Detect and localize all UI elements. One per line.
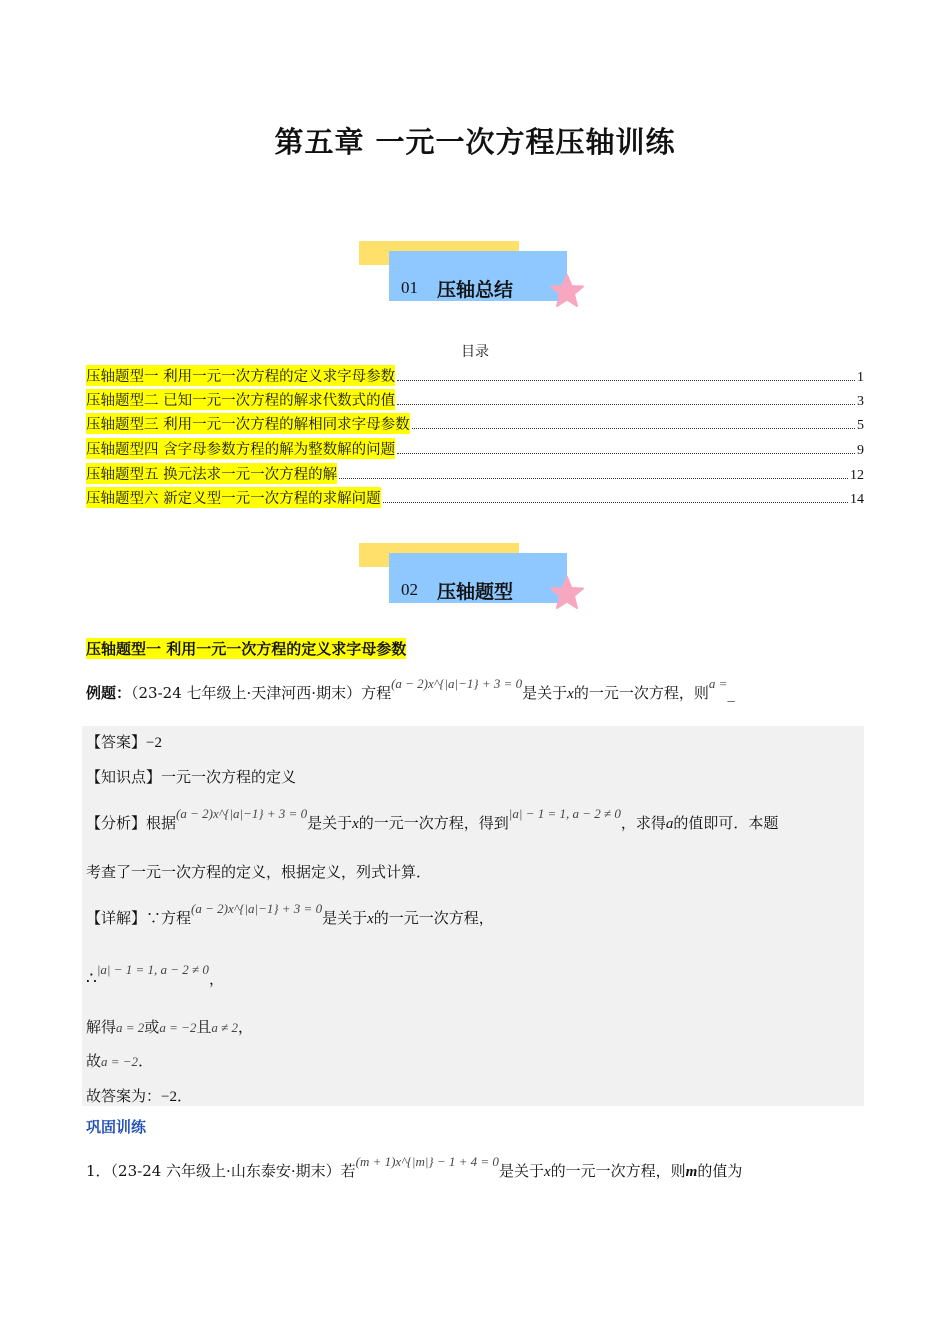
toc-leader bbox=[383, 502, 848, 503]
answer-tag: 【答案】 bbox=[86, 733, 147, 751]
question-equation: (m + 1)x^{|m|} − 1 + 4 = 0 bbox=[355, 1154, 499, 1169]
example-line bbox=[86, 676, 735, 703]
therefore-line bbox=[86, 962, 224, 989]
page-title: 第五章 一元一次方程压轴训练 bbox=[274, 125, 676, 159]
section-banner-summary bbox=[359, 241, 599, 321]
solve-equation: a = −2 bbox=[159, 1020, 197, 1035]
detail-text: 的一元一次方程， bbox=[373, 909, 494, 927]
toc-leader bbox=[412, 428, 855, 429]
toc-leader bbox=[397, 453, 855, 454]
banner-label: 压轴题型 bbox=[437, 581, 514, 603]
toc-leader bbox=[397, 380, 855, 381]
punctuation: ， bbox=[238, 1018, 254, 1036]
knowledge-point-tag: 【知识点】 bbox=[86, 768, 162, 786]
analysis-tag: 【分析】 bbox=[86, 814, 147, 832]
variable-x: x bbox=[352, 816, 359, 832]
variable-x: x bbox=[543, 1164, 551, 1180]
answer-line bbox=[86, 731, 162, 752]
toc-item-label: 压轴题型五 换元法求一元一次方程的解 bbox=[86, 463, 337, 484]
final-text: 故答案为： bbox=[86, 1087, 162, 1105]
analysis-text: 根据 bbox=[146, 814, 177, 832]
toc-title: 目录 bbox=[461, 344, 489, 360]
example-text: 的一元一次方程，则 bbox=[573, 684, 709, 702]
final-answer-line bbox=[86, 1085, 192, 1106]
therefore-equation: |a| − 1 = 1, a − 2 ≠ 0 bbox=[96, 962, 209, 977]
question-text: 的一元一次方程，则 bbox=[550, 1162, 686, 1180]
variable-x: x bbox=[567, 686, 574, 702]
therefore-symbol: ∴ bbox=[86, 969, 97, 989]
toc-page-number: 1 bbox=[857, 370, 864, 385]
star-icon bbox=[549, 575, 585, 611]
toc-page-number: 9 bbox=[857, 443, 864, 458]
solve-equation: a = 2 bbox=[116, 1020, 145, 1035]
toc-item[interactable] bbox=[86, 486, 864, 508]
answer-blank: _ bbox=[727, 684, 735, 702]
question-text: 是关于 bbox=[498, 1162, 544, 1180]
analysis-condition: |a| − 1 = 1, a − 2 ≠ 0 bbox=[508, 806, 621, 821]
detail-equation: (a − 2)x^{|a|−1} + 3 = 0 bbox=[191, 901, 323, 916]
variable-m: m bbox=[685, 1164, 698, 1180]
toc-item-label: 压轴题型一 利用一元一次方程的定义求字母参数 bbox=[86, 365, 395, 386]
detail-text: ∵方程 bbox=[146, 909, 192, 927]
solve-text: 解得 bbox=[86, 1018, 117, 1036]
punctuation: ， bbox=[208, 970, 224, 988]
toc-item-label: 压轴题型四 含字母参数方程的解为整数解的问题 bbox=[86, 438, 395, 459]
question-1 bbox=[86, 1154, 743, 1181]
section-banner-types bbox=[359, 543, 599, 623]
analysis-text: 是关于 bbox=[307, 814, 353, 832]
star-icon bbox=[549, 273, 585, 309]
toc-page-number: 5 bbox=[857, 418, 864, 433]
solve-text: 且 bbox=[196, 1018, 212, 1036]
answer-value: −2 bbox=[146, 735, 162, 751]
toc-item[interactable] bbox=[86, 388, 864, 410]
hence-line bbox=[86, 1050, 153, 1071]
question-text: 的值为 bbox=[697, 1162, 743, 1180]
toc-item[interactable] bbox=[86, 462, 864, 484]
question-source: （23-24 六年级上·山东泰安·期末）若 bbox=[110, 1162, 356, 1180]
toc-page-number: 12 bbox=[850, 468, 864, 483]
solve-equation: a ≠ 2 bbox=[211, 1020, 239, 1035]
example-equation: (a − 2)x^{|a|−1} + 3 = 0 bbox=[391, 676, 523, 691]
hence-text: 故 bbox=[86, 1052, 102, 1070]
toc-page-number: 3 bbox=[857, 394, 864, 409]
detail-text: 是关于 bbox=[322, 909, 368, 927]
hence-equation: a = −2 bbox=[101, 1054, 139, 1069]
knowledge-point-value: 一元一次方程的定义 bbox=[161, 768, 297, 786]
banner-label: 压轴总结 bbox=[437, 279, 514, 301]
toc-item-label: 压轴题型二 已知一元一次方程的解求代数式的值 bbox=[86, 389, 395, 410]
toc-item-label: 压轴题型三 利用一元一次方程的解相同求字母参数 bbox=[86, 413, 410, 434]
analysis-line-2: 考查了一元一次方程的定义，根据定义，列式计算． bbox=[86, 863, 432, 881]
knowledge-point-line bbox=[86, 766, 296, 787]
question-number: 1． bbox=[86, 1162, 111, 1180]
analysis-line bbox=[86, 806, 779, 833]
toc-item[interactable] bbox=[86, 364, 864, 386]
analysis-text: 的一元一次方程，得到 bbox=[358, 814, 509, 832]
banner-number: 02 bbox=[401, 580, 418, 599]
toc-item[interactable] bbox=[86, 412, 864, 434]
example-source: （23-24 七年级上·天津河西·期末）方程 bbox=[131, 684, 392, 702]
toc-page-number: 14 bbox=[850, 492, 864, 507]
practice-heading: 巩固训练 bbox=[86, 1118, 147, 1136]
example-label: 例题： bbox=[86, 684, 132, 702]
example-text: 是关于 bbox=[522, 684, 568, 702]
analysis-equation: (a − 2)x^{|a|−1} + 3 = 0 bbox=[176, 806, 308, 821]
variable-x: x bbox=[367, 911, 374, 927]
solve-line bbox=[86, 1016, 253, 1037]
analysis-text: 的值即可．本题 bbox=[673, 814, 779, 832]
toc-item[interactable] bbox=[86, 437, 864, 459]
toc-leader bbox=[397, 404, 855, 405]
banner-number: 01 bbox=[401, 278, 418, 297]
variable-a: a bbox=[665, 816, 674, 832]
final-value: −2 bbox=[161, 1089, 177, 1105]
detail-tag: 【详解】 bbox=[86, 909, 147, 927]
detail-line bbox=[86, 901, 494, 928]
toc-item-label: 压轴题型六 新定义型一元一次方程的求解问题 bbox=[86, 487, 381, 508]
analysis-text: ，求得 bbox=[620, 814, 666, 832]
punctuation: ． bbox=[138, 1052, 154, 1070]
example-tail: a = bbox=[708, 676, 728, 691]
punctuation: ． bbox=[176, 1087, 192, 1105]
solve-text: 或 bbox=[144, 1018, 160, 1036]
section-heading: 压轴题型一 利用一元一次方程的定义求字母参数 bbox=[86, 640, 407, 658]
toc-leader bbox=[339, 478, 848, 479]
